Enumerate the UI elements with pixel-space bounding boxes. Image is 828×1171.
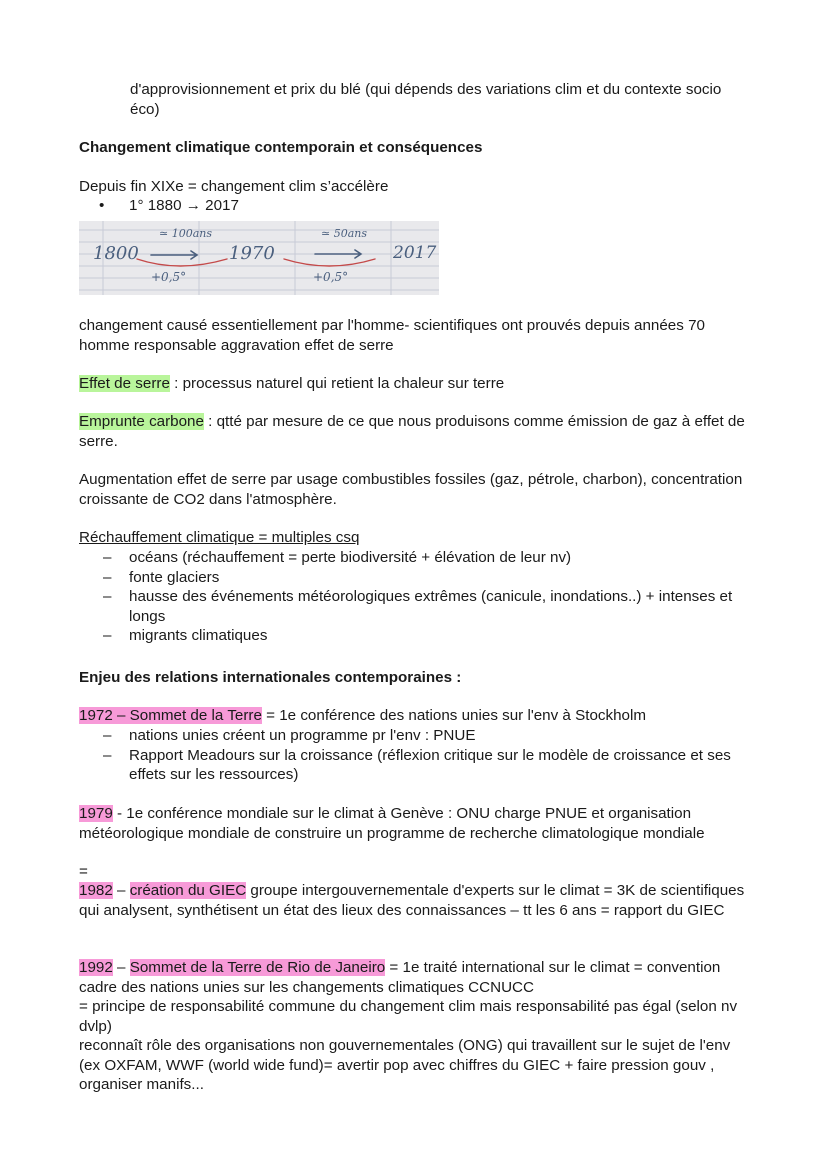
sketch-year-2017: 2017 xyxy=(393,243,437,263)
event-1982 xyxy=(79,881,749,920)
dash-marker: – xyxy=(103,727,112,744)
list-item xyxy=(79,746,749,785)
paragraph-approvisionnement: d'approvisionnement et prix du blé (qui dépends des variations clim et du contexte socio éco) xyxy=(130,81,722,118)
definition-emprunte-carbone xyxy=(79,412,749,451)
paragraph-augmentation: Augmentation effet de serre par usage combustibles fossiles (gaz, pétrole, charbon), concentration croissante de CO2 dans l'atmosphère. xyxy=(79,471,743,508)
list-item xyxy=(79,726,749,746)
sketch-duration-100: ≃ 100ans xyxy=(159,227,212,240)
definition-text: : qtté par mesure de ce que nous produisons comme émission de gaz à effet de serre. xyxy=(79,413,745,450)
event-text: - 1e conférence mondiale sur le climat à Genève : ONU charge PNUE et organisation météorologique mondiale de construire un programme de recherche climatologique mondiale xyxy=(79,805,705,842)
event-text: = 1e traité international sur le climat = convention cadre des nations unies sur les changements climatiques CCNUCC xyxy=(79,959,721,996)
list-consequences xyxy=(79,548,749,646)
subheading-rechauffement: Réchauffement climatique = multiples csq xyxy=(79,529,360,546)
dash-marker: – xyxy=(103,549,112,566)
event-1972 xyxy=(79,706,749,726)
list-item xyxy=(79,196,749,216)
paragraph-responsabilite: = principe de responsabilité commune du changement clim mais responsabilité pas égal (selon nv dvlp) xyxy=(79,998,738,1035)
separator: – xyxy=(112,882,130,899)
list-item-text: fonte glaciers xyxy=(129,568,220,586)
highlight-title: Sommet de la Terre de Rio de Janeiro xyxy=(129,959,386,976)
highlight-title: création du GIEC xyxy=(129,882,247,899)
definition-text: : processus naturel qui retient la chaleur sur terre xyxy=(169,375,505,392)
sketch-year-1970: 1970 xyxy=(229,243,275,264)
event-1992 xyxy=(79,958,749,997)
highlight-year: 1982 xyxy=(79,882,113,899)
event-text: groupe intergouvernementale d'experts sur le climat = 3K de scientifiques qui analysent, synthétisent un état des lieux des connaissances – tt les 6 ans = rapport du GIEC xyxy=(79,882,745,919)
highlight-term: Effet de serre xyxy=(79,375,170,392)
paragraph-depuis-fin-xixe: Depuis fin XIXe = changement clim s’accélère xyxy=(79,178,389,195)
dash-marker: – xyxy=(103,627,112,644)
event-1979 xyxy=(79,804,749,843)
equals-sign: = xyxy=(79,863,88,880)
sketch-year-1800: 1800 xyxy=(93,243,139,264)
separator: – xyxy=(112,959,130,976)
list-item-text: hausse des événements météorologiques extrêmes (canicule, inondations..) + intenses et longs xyxy=(129,588,733,625)
bullet-marker: • xyxy=(99,197,105,214)
handwritten-timeline-photo xyxy=(79,221,439,295)
list-item-text: nations unies créent un programme pr l'env : PNUE xyxy=(129,727,476,744)
definition-effet-de-serre xyxy=(79,374,749,394)
dash-marker: – xyxy=(103,746,112,764)
highlight-event: 1979 xyxy=(79,805,113,822)
list-item-text: océans (réchauffement = perte biodiversité + élévation de leur nv) xyxy=(129,549,572,566)
list-item-text: migrants climatiques xyxy=(129,627,268,644)
list-item xyxy=(79,548,749,568)
highlight-year: 1992 xyxy=(79,959,113,976)
sketch-temp-2: +0,5° xyxy=(313,270,349,284)
section-heading-climat: Changement climatique contemporain et conséquences xyxy=(79,139,483,156)
list-item-text: Rapport Meadours sur la croissance (réflexion critique sur le modèle de croissance et ses effets sur les ressources) xyxy=(129,746,731,783)
highlight-term: Emprunte carbone xyxy=(79,413,204,430)
handwritten-timeline-sketch xyxy=(79,221,439,295)
event-text: = 1e conférence des nations unies sur l'env à Stockholm xyxy=(261,707,646,724)
bullet-list-temperature xyxy=(79,196,749,216)
sketch-duration-50: ≃ 50ans xyxy=(321,227,367,240)
list-item-text: 1° 1880 → 2017 xyxy=(129,197,239,214)
paragraph-ong: reconnaît rôle des organisations non gouvernementales (ONG) qui travaillent sur le sujet de l'env (ex OXFAM, WWF (world wide fund)= avertir pop avec chiffres du GIEC + faire pression gouv , organiser manifs... xyxy=(79,1037,731,1093)
list-item xyxy=(79,587,749,626)
list-1972 xyxy=(79,726,749,785)
list-item xyxy=(79,568,749,588)
dash-marker: – xyxy=(103,568,112,586)
section-heading-enjeu: Enjeu des relations internationales contemporaines : xyxy=(79,669,462,686)
list-item xyxy=(79,626,749,646)
highlight-event: 1972 – Sommet de la Terre xyxy=(79,707,262,724)
dash-marker: – xyxy=(103,588,112,605)
paragraph-cause-humaine: changement causé essentiellement par l'homme- scientifiques ont prouvés depuis années 70 homme responsable aggravation effet de serre xyxy=(79,317,705,354)
sketch-temp-1: +0,5° xyxy=(151,270,187,284)
